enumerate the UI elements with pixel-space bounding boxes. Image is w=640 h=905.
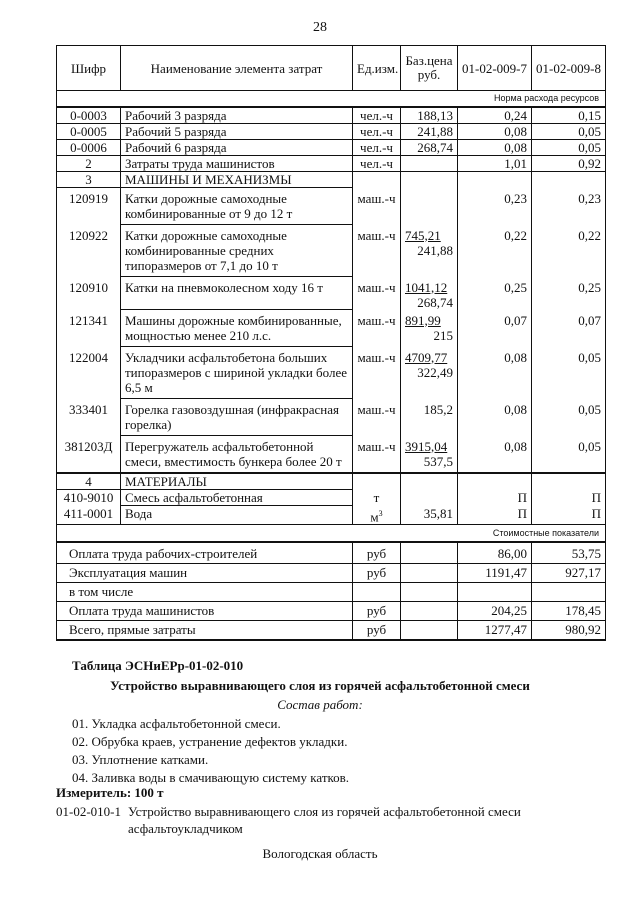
- cell-price: 241,88: [401, 124, 458, 140]
- cell-v2: 0,22: [532, 225, 606, 277]
- header-col2: 01-02-009-8: [532, 46, 606, 91]
- cell-code: 411-0001: [57, 506, 121, 525]
- cell-v1: П: [458, 490, 532, 506]
- header-name: Наименование элемента затрат: [121, 46, 353, 91]
- materials-section-row: [57, 473, 606, 490]
- table-row: [57, 490, 606, 506]
- summary-label: в том числе: [57, 582, 353, 601]
- cell-price: [401, 436, 458, 474]
- work-item: 03. Уплотнение катками.: [72, 752, 209, 767]
- unit-superscript: 3: [378, 508, 383, 518]
- summary-v1: 1277,47: [458, 620, 532, 640]
- cell-price: [401, 225, 458, 277]
- cell-name: Катки дорожные самоходные комбинированные от 9 до 12 т: [121, 188, 353, 225]
- cost-note: Стоимостные показатели: [57, 524, 606, 542]
- price-value: 185,2: [423, 401, 453, 417]
- cell-price: [401, 156, 458, 172]
- item-description: Устройство выравнивающего слоя из горячей асфальтобетонной смеси асфальтоукладчиком: [128, 804, 521, 836]
- cell-unit: чел.-ч: [353, 107, 401, 124]
- section-name: Устройство выравнивающего слоя из горячей асфальтобетонной смеси: [110, 678, 530, 693]
- cell-code: 2: [57, 156, 121, 172]
- cell-name: Затраты труда машинистов: [121, 156, 353, 172]
- cell-unit: маш.-ч: [353, 347, 401, 399]
- work-item: 02. Обрубка краев, устранение дефектов укладки.: [72, 734, 348, 749]
- cell-code: 333401: [57, 399, 121, 436]
- summary-price: [401, 582, 458, 601]
- measure-unit: Измеритель: 100 т: [56, 785, 164, 800]
- cell-price: [401, 399, 458, 436]
- composition-heading: Состав работ:: [277, 697, 363, 712]
- summary-rows: [57, 542, 606, 640]
- summary-unit: руб: [353, 620, 401, 640]
- cell-v2: 0,05: [532, 124, 606, 140]
- cell-code: 120910: [57, 277, 121, 310]
- cell-code: 120919: [57, 188, 121, 225]
- cell-price: [401, 490, 458, 506]
- norm-note: Норма расхода ресурсов: [57, 91, 606, 108]
- table-row: [57, 399, 606, 436]
- table-title: Таблица ЭСНиЕРр-01-02-010: [72, 658, 244, 673]
- unit-text: м: [370, 508, 379, 524]
- cell-unit: маш.-ч: [353, 399, 401, 436]
- cell-v1: 1,01: [458, 156, 532, 172]
- cell-name: Катки на пневмоколесном ходу 16 т: [121, 277, 353, 310]
- cell-v2: 0,05: [532, 436, 606, 474]
- summary-row: [57, 563, 606, 582]
- summary-v2: 927,17: [532, 563, 606, 582]
- work-item: 01. Укладка асфальтобетонной смеси.: [72, 716, 281, 731]
- cell-v1: 0,24: [458, 107, 532, 124]
- cell-v1: 0,25: [458, 277, 532, 310]
- summary-price: [401, 542, 458, 564]
- price-wage: 241,88: [417, 242, 453, 258]
- summary-row: [57, 542, 606, 564]
- cell-v1: 0,08: [458, 436, 532, 474]
- price-wage: 537,5: [423, 453, 453, 469]
- header-col1: 01-02-009-7: [458, 46, 532, 91]
- summary-v2: 980,92: [532, 620, 606, 640]
- cell-name: Перегружатель асфальтобетонной смеси, вместимость бункера более 20 т: [121, 436, 353, 474]
- cell-name: Смесь асфальтобетонная: [121, 490, 353, 506]
- summary-price: [401, 563, 458, 582]
- section-name: МАШИНЫ И МЕХАНИЗМЫ: [121, 172, 353, 188]
- summary-label: Оплата труда машинистов: [57, 601, 353, 620]
- machines-section-row: [57, 172, 606, 188]
- summary-label: Оплата труда рабочих-строителей: [57, 542, 353, 564]
- table-row: [57, 310, 606, 347]
- summary-v1: 86,00: [458, 542, 532, 564]
- cell-name: Укладчики асфальтобетона больших типоразмеров с шириной укладки более 6,5 м: [121, 347, 353, 399]
- cell-v1: 0,08: [458, 399, 532, 436]
- cell-v1: 0,08: [458, 347, 532, 399]
- cell-code: 121341: [57, 310, 121, 347]
- summary-v2: 53,75: [532, 542, 606, 564]
- cell-name: Горелка газовоздушная (инфракрасная горелка): [121, 399, 353, 436]
- price-total: 745,21: [405, 227, 441, 243]
- cell-v2: 0,05: [532, 140, 606, 156]
- summary-label: Эксплуатация машин: [57, 563, 353, 582]
- cell-unit: маш.-ч: [353, 225, 401, 277]
- cell-v2: П: [532, 490, 606, 506]
- header-code: Шифр: [57, 46, 121, 91]
- cell-code: 0-0003: [57, 107, 121, 124]
- cell-v1: 0,23: [458, 188, 532, 225]
- cell-unit: маш.-ч: [353, 277, 401, 310]
- cell-unit: [353, 490, 401, 506]
- price-total: 1041,12: [405, 279, 448, 295]
- price-wage: 268,74: [417, 294, 453, 310]
- work-item: 04. Заливка воды в смачивающую систему катков.: [72, 770, 350, 785]
- summary-v2: [532, 582, 606, 601]
- table-row: [57, 140, 606, 156]
- cell-code: 381203Д: [57, 436, 121, 474]
- cost-note-row: [57, 524, 606, 542]
- table-row: [57, 506, 606, 525]
- cell-unit: маш.-ч: [353, 188, 401, 225]
- cell-code: 0-0005: [57, 124, 121, 140]
- summary-row: [57, 620, 606, 640]
- summary-label: Всего, прямые затраты: [57, 620, 353, 640]
- table-row: [57, 225, 606, 277]
- cell-name: Машины дорожные комбинированные, мощностью менее 210 л.с.: [121, 310, 353, 347]
- summary-unit: руб: [353, 542, 401, 564]
- cell-unit: [353, 506, 401, 525]
- cell-code: 0-0006: [57, 140, 121, 156]
- table-row: [57, 347, 606, 399]
- section-code: 4: [57, 473, 121, 490]
- cell-v2: 0,23: [532, 188, 606, 225]
- cell-v1: 0,08: [458, 140, 532, 156]
- cell-v2: П: [532, 506, 606, 525]
- item-code: 01-02-010-1: [56, 804, 121, 819]
- summary-row: [57, 582, 606, 601]
- cell-v1: 0,08: [458, 124, 532, 140]
- cell-v2: 0,15: [532, 107, 606, 124]
- section-name: МАТЕРИАЛЫ: [121, 473, 353, 490]
- resource-norms-table: [56, 45, 606, 641]
- cell-v2: 0,05: [532, 399, 606, 436]
- cell-unit: чел.-ч: [353, 124, 401, 140]
- price-total: 4709,77: [405, 349, 448, 365]
- cell-name: Рабочий 5 разряда: [121, 124, 353, 140]
- summary-v1: [458, 582, 532, 601]
- summary-unit: [353, 582, 401, 601]
- summary-v2: 178,45: [532, 601, 606, 620]
- table-row: [57, 188, 606, 225]
- unit-text: т: [373, 489, 380, 505]
- summary-row: [57, 601, 606, 620]
- cell-price: 188,13: [401, 107, 458, 124]
- header-price: Баз.цена руб.: [401, 46, 458, 91]
- cell-price: [401, 188, 458, 225]
- cell-name: Катки дорожные самоходные комбинированные средних типоразмеров от 7,1 до 10 т: [121, 225, 353, 277]
- cell-price: [401, 310, 458, 347]
- summary-unit: руб: [353, 563, 401, 582]
- summary-price: [401, 620, 458, 640]
- cell-unit: маш.-ч: [353, 436, 401, 474]
- machine-rows: [57, 188, 606, 474]
- machinist-row: [57, 156, 606, 172]
- summary-v1: 204,25: [458, 601, 532, 620]
- cell-unit: маш.-ч: [353, 310, 401, 347]
- labor-rows: [57, 107, 606, 156]
- table-header-row: [57, 46, 606, 91]
- cell-v2: 0,25: [532, 277, 606, 310]
- cell-price: 268,74: [401, 140, 458, 156]
- cell-v1: 0,22: [458, 225, 532, 277]
- price-total: 3915,04: [405, 438, 448, 454]
- price-wage: 215: [433, 327, 453, 343]
- table-row: [57, 124, 606, 140]
- section-code: 3: [57, 172, 121, 188]
- cell-unit: чел.-ч: [353, 156, 401, 172]
- summary-unit: руб: [353, 601, 401, 620]
- cell-price: [401, 347, 458, 399]
- price-wage: 322,49: [417, 364, 453, 380]
- cell-unit: чел.-ч: [353, 140, 401, 156]
- cell-price: 35,81: [401, 506, 458, 525]
- cell-code: 122004: [57, 347, 121, 399]
- price-total: 891,99: [405, 312, 441, 328]
- cell-v2: 0,07: [532, 310, 606, 347]
- header-unit: Ед.изм.: [353, 46, 401, 91]
- cell-v1: 0,07: [458, 310, 532, 347]
- cell-v2: 0,92: [532, 156, 606, 172]
- norm-note-row: [57, 91, 606, 108]
- material-rows: [57, 490, 606, 525]
- page-number: 28: [313, 20, 327, 35]
- cell-v2: 0,05: [532, 347, 606, 399]
- cell-name: Рабочий 3 разряда: [121, 107, 353, 124]
- cell-v1: П: [458, 506, 532, 525]
- cell-code: 120922: [57, 225, 121, 277]
- cell-code: 410-9010: [57, 490, 121, 506]
- table-row: [57, 107, 606, 124]
- footer-region: Вологодская область: [262, 846, 378, 861]
- table-row: [57, 436, 606, 474]
- cell-name: Вода: [121, 506, 353, 525]
- summary-price: [401, 601, 458, 620]
- cell-price: [401, 277, 458, 310]
- cell-name: Рабочий 6 разряда: [121, 140, 353, 156]
- summary-v1: 1191,47: [458, 563, 532, 582]
- table-row: [57, 277, 606, 310]
